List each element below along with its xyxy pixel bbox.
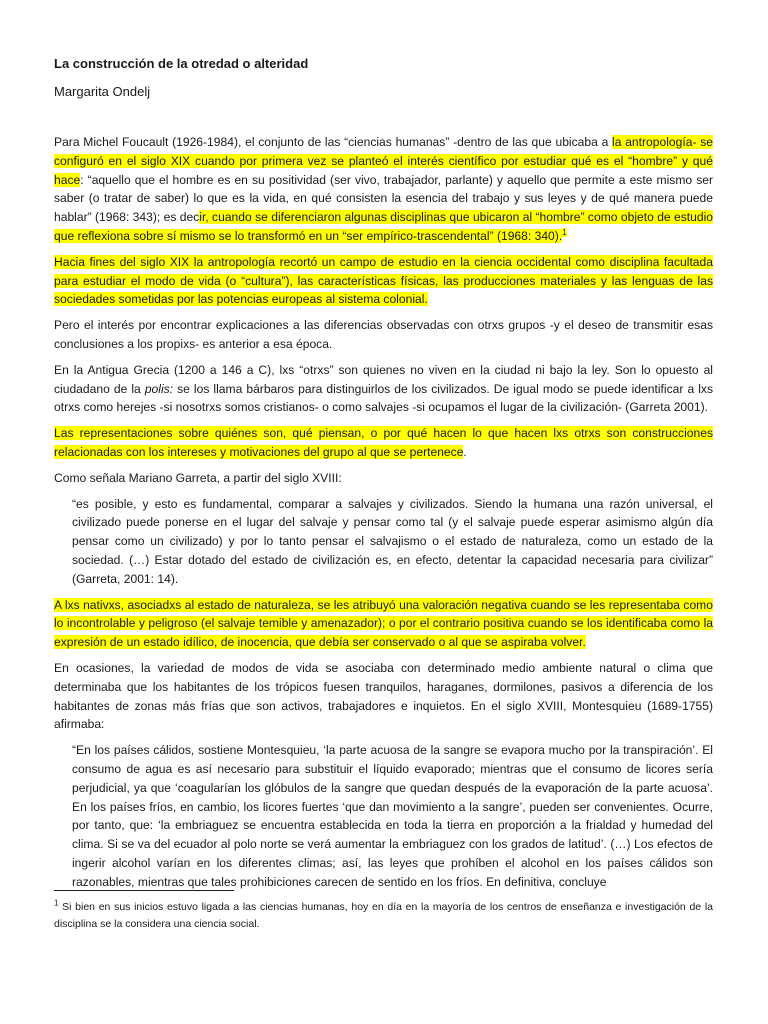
- text-run: Como señala Mariano Garreta, a partir del siglo XVIII:: [54, 470, 342, 485]
- document-body: [54, 133, 713, 898]
- text-run: En la Antigua Grecia (1200 a 146 a C), lxs “otrxs” son quienes no viven en la ciudad ni bajo la ley. Son lo opuesto al ciudadano de la: [54, 362, 713, 396]
- body-paragraph: [54, 424, 713, 462]
- body-paragraph: [54, 469, 713, 488]
- text-run: se los llama bárbaros para distinguirlos de los civilizados. De igual modo se puede identificar a lxs otrxs como herejes -si nosotrxs somos cristianos- o como salvajes -si ocupamos el lugar de la civilización- (Garreta 2001).: [54, 381, 713, 415]
- footnote-reference: 1: [562, 227, 567, 237]
- footnote: [54, 899, 713, 932]
- text-run: Para Michel Foucault (1926-1984), el conjunto de las “ciencias humanas” -dentro de las que ubicaba a: [54, 135, 613, 149]
- text-run: Pero el interés por encontrar explicaciones a las diferencias observadas con otrxs grupos -y el deseo de transmitir esas conclusiones a los propixs- es anterior a esa época.: [54, 318, 713, 351]
- body-paragraph: [54, 316, 713, 354]
- highlighted-text: A lxs nativxs, asociadxs al estado de naturaleza, se les atribuyó una valoración negativa cuando se les representaba como lo incontrolable y peligroso (el salvaje temible y amenazador); o por el contrario positiva cuando se los identificaba como la expresión de un estado idílico, de inocencia, que debía ser conservado o al que se aspiraba volver.: [54, 597, 713, 650]
- block-quote: [72, 495, 713, 589]
- body-paragraph: [54, 659, 713, 734]
- body-paragraph: [54, 133, 713, 246]
- highlighted-text: ir, cuando se diferenciaron algunas disciplinas que ubicaron al “hombre” como objeto de estudio que reflexiona sobre sí mismo se lo transformó en un “ser empírico-trascendental” (1968: 340).: [54, 210, 714, 243]
- block-quote: [72, 741, 713, 891]
- text-run: “En los países cálidos, sostiene Montesquieu, ‘la parte acuosa de la sangre se evapora mucho por la transpiración’. El consumo de agua es así necesario para substituir el líquido evaporado; mientras que el consumo de licores sería perjudicial, ya que ‘coagularían los glóbulos de la sangre que quedan después de la evaporación de la parte acuosa’. En los países fríos, en cambio, los licores fuertes ‘que dan movimiento a la sangre’, pueden ser convenientes. Ocurre, por tanto, que: ‘la embriaguez se encuentra establecida en toda la tierra en proporción a la frialdad y humedad del clima. Si se va del ecuador al polo norte se verá aumentar la embriaguez con los grados de latitud’. (…) Los efectos de ingerir alcohol varían en los diferentes climas; así, las leyes que prohíben el alcohol en los países cálidos son razonables, mientras que tales prohibiciones carecen de sentido en los fríos. En definitiva, concluye: [72, 743, 713, 889]
- text-run: : “aquello que el hombre es en su positividad (ser vivo, trabajador, parlante) y aquello que permite a este mismo ser saber (o tratar de saber) lo que es la vida, en qué consisten la esencia del trabajo y sus leyes y de qué manera puede hablar” (1968: 343); es dec: [54, 172, 713, 225]
- highlighted-text: Hacia fines del siglo XIX la antropología recortó un campo de estudio en la ciencia occidental como disciplina facultada para estudiar el modo de vida (o “cultura”), las características físicas, las producciones materiales y las lenguas de las sociedades sometidas por las potencias europeas al sistema colonial.: [54, 254, 713, 307]
- body-paragraph: [54, 361, 713, 417]
- footnote-marker: 1: [54, 898, 59, 908]
- document-author: Margarita Ondelj: [54, 84, 151, 99]
- emphasized-text: polis:: [144, 381, 174, 396]
- footnote-separator: [54, 890, 234, 891]
- body-paragraph: [54, 253, 713, 309]
- highlighted-text: Las representaciones sobre quiénes son, qué piensan, o por qué hacen lo que hacen lxs otrxs son construcciones relacionadas con los intereses y motivaciones del grupo al que se pertenece: [54, 426, 713, 459]
- document-title: La construcción de la otredad o alteridad: [54, 56, 309, 71]
- text-run: .: [463, 444, 467, 459]
- body-paragraph: [54, 596, 713, 652]
- footnote-text: Si bien en sus inicios estuvo ligada a las ciencias humanas, hoy en día en la mayoría de los centros de enseñanza e investigación de la disciplina se la considera una ciencia social.: [54, 901, 713, 930]
- text-run: En ocasiones, la variedad de modos de vida se asociaba con determinado medio ambiente natural o clima que determinaba que los habitantes de los trópicos fuesen tranquilos, haraganes, dormilones, pasivos a diferencia de los habitantes de zonas más frías que son activos, trabajadores e inquietos. En el siglo XVIII, Montesquieu (1689-1755) afirmaba:: [54, 660, 713, 732]
- highlighted-text: la antropología- se configuró en el siglo XIX cuando por primera vez se planteó el interés científico por estudiar qué es el “hombre” y qué hace: [54, 135, 713, 187]
- text-run: “es posible, y esto es fundamental, comparar a salvajes y civilizados. Siendo la humana una razón universal, el civilizado puede ponerse en el lugar del salvaje y pensar como tal (y el salvaje puede esperar asimismo algún día pensar como un civilizado) y por lo tanto pensar el salvajismo o el estado de naturaleza, como un estado de la sociedad. (…) Estar dotado del estado de civilización es, en efecto, detentar la capacidad necesaria para civilizar” (Garreta, 2001: 14).: [72, 496, 713, 586]
